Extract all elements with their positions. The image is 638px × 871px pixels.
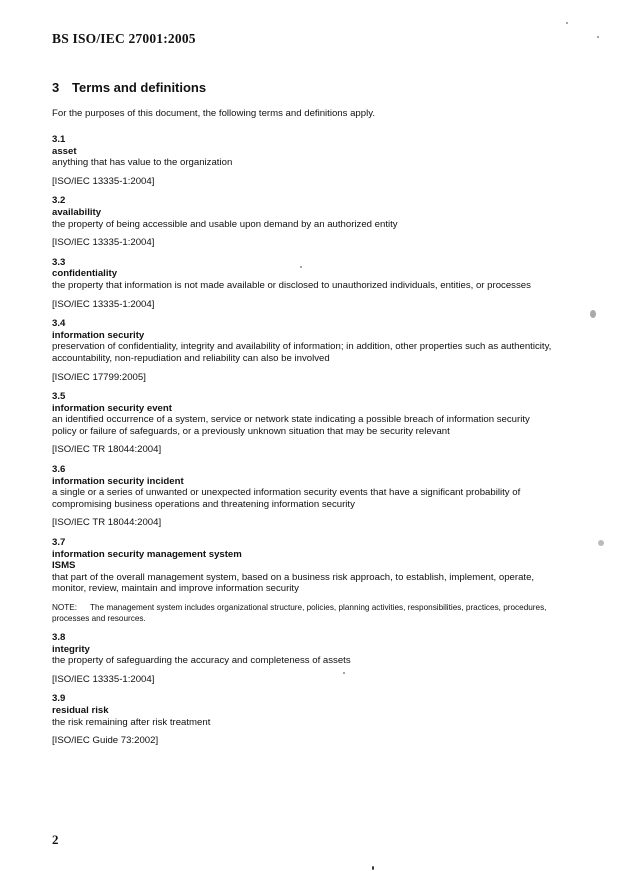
scan-speck: [300, 266, 302, 268]
section-heading: [52, 80, 206, 95]
entry-definition: anything that has value to the organization: [52, 157, 233, 169]
scan-speck: [590, 310, 596, 318]
definition-entry: [52, 632, 552, 685]
definition-entry: [52, 257, 552, 310]
entry-term: information security: [52, 329, 145, 341]
definition-entry: [52, 134, 552, 187]
definition-entry: [52, 391, 552, 456]
document-header: BS ISO/IEC 27001:2005: [52, 31, 196, 46]
entry-source: [ISO/IEC 17799:2005]: [52, 371, 146, 383]
entry-note: [52, 602, 552, 624]
entry-term: information security event: [52, 402, 172, 414]
entry-number: 3.2: [52, 195, 66, 207]
entry-definition: that part of the overall management system, based on a business risk approach, to establish, implement, operate, monitor, review, maintain and improve information security: [52, 571, 535, 595]
definition-entry: [52, 318, 552, 383]
entry-source: [ISO/IEC TR 18044:2004]: [52, 444, 162, 456]
definition-entry: [52, 195, 552, 248]
section-title: Terms and definitions: [72, 80, 207, 95]
entry-source: [ISO/IEC 13335-1:2004]: [52, 237, 155, 249]
entry-number: 3.5: [52, 391, 66, 403]
entry-definition: preservation of confidentiality, integrity and availability of information; in addition, other properties such as authenticity, accountability, non-repudiation and reliability can also be involved: [52, 341, 552, 364]
entry-term: information security management system: [52, 548, 242, 560]
entry-number: 3.9: [52, 693, 66, 705]
entry-term: residual risk: [52, 704, 109, 716]
entry-term: availability: [52, 206, 102, 218]
scan-speck: [372, 866, 374, 870]
entry-number: 3.7: [52, 537, 66, 549]
entry-number: 3.6: [52, 464, 66, 476]
entry-number: 3.3: [52, 256, 66, 268]
entry-definition: the property that information is not made available or disclosed to unauthorized individuals, entities, or processes: [52, 279, 531, 291]
entry-definition: an identified occurrence of a system, service or network state indicating a possible breach of information security policy or failure of safeguards, or a previously unknown situation that may be security relevant: [52, 414, 530, 437]
entry-abbreviation: ISMS: [52, 560, 76, 572]
entry-term: information security incident: [52, 475, 184, 487]
definition-list: [52, 134, 552, 755]
section-number: 3: [52, 80, 60, 95]
entry-definition: the property of being accessible and usable upon demand by an authorized entity: [52, 218, 398, 230]
entry-source: [ISO/IEC Guide 73:2002]: [52, 735, 159, 747]
section-intro: For the purposes of this document, the following terms and definitions apply.: [52, 108, 375, 119]
definition-entry: [52, 464, 552, 529]
entry-source: [ISO/IEC TR 18044:2004]: [52, 517, 162, 529]
entry-number: 3.8: [52, 632, 66, 643]
entry-source: [ISO/IEC 13335-1:2004]: [52, 175, 155, 187]
note-label: NOTE:: [52, 603, 78, 612]
scan-speck: [598, 540, 604, 546]
definition-entry: [52, 537, 552, 624]
entry-definition: the risk remaining after risk treatment: [52, 716, 211, 728]
entry-term: integrity: [52, 643, 90, 655]
entry-term: asset: [52, 145, 77, 157]
entry-number: 3.4: [52, 318, 66, 330]
scan-speck: [597, 36, 599, 38]
entry-source: [ISO/IEC 13335-1:2004]: [52, 673, 155, 685]
entry-number: 3.1: [52, 134, 66, 145]
entry-definition: a single or a series of unwanted or unexpected information security events that have a significant probability of compromising business operations and threatening information security: [52, 487, 521, 510]
entry-definition: the property of safeguarding the accuracy and completeness of assets: [52, 655, 351, 667]
scan-speck: [566, 22, 568, 24]
definition-entry: [52, 693, 552, 746]
entry-source: [ISO/IEC 13335-1:2004]: [52, 298, 155, 310]
note-text: The management system includes organizational structure, policies, planning activities, responsibilities, practices, procedures, processes and resources.: [52, 603, 547, 623]
scan-speck: [343, 672, 345, 674]
page-number: 2: [52, 832, 59, 847]
entry-term: confidentiality: [52, 268, 118, 280]
